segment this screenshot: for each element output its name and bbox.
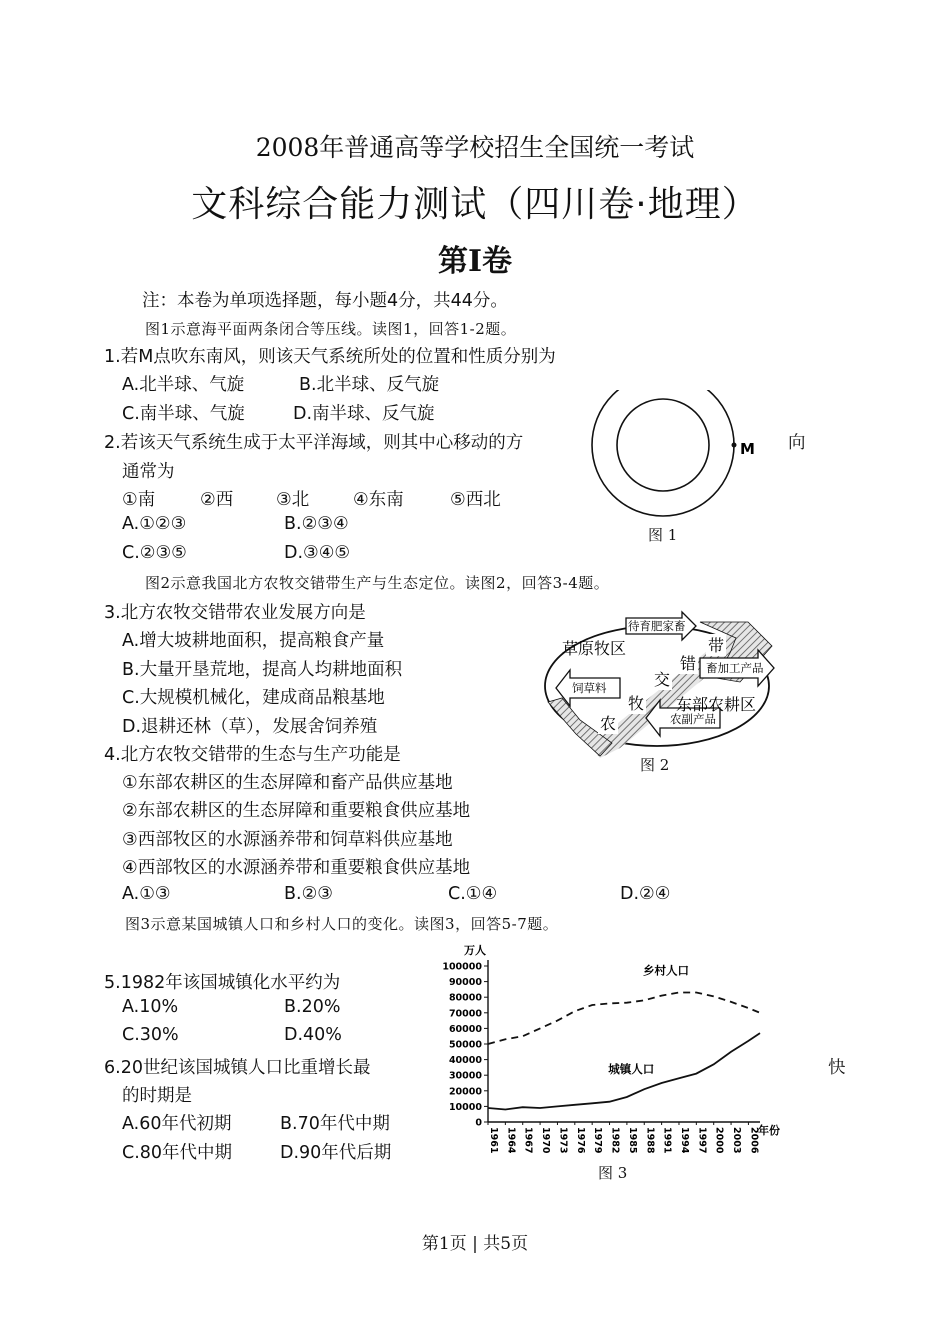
arrow1-label: 待育肥家畜	[628, 619, 686, 633]
q6-option-a[interactable]: A.60年代初期	[122, 1114, 232, 1134]
y-tick-label: 10000	[448, 1101, 482, 1113]
band-char-1: 农	[600, 714, 617, 733]
figure-2-ecotone	[540, 608, 780, 758]
q3-option-b[interactable]: B.大量开垦荒地，提高人均耕地面积	[122, 660, 403, 680]
q1-stem: 1.若M点吹东南风，则该天气系统所处的位置和性质分别为	[104, 347, 556, 367]
x-tick-label: 1994	[678, 1127, 690, 1154]
q2-choice-4: ④东南	[353, 490, 404, 510]
x-tick-label: 1991	[661, 1127, 673, 1154]
east-region-label: 东部农耕区	[676, 695, 757, 714]
y-tick-label: 90000	[448, 977, 482, 989]
inner-isobar	[617, 399, 709, 491]
outer-isobar	[592, 390, 734, 516]
q5-option-d[interactable]: D.40%	[284, 1025, 342, 1045]
q4-item-3: ③西部牧区的水源涵养带和饲草料供应基地	[122, 830, 453, 850]
y-tick-label: 80000	[448, 992, 482, 1004]
y-tick-label: 30000	[448, 1070, 482, 1082]
west-region-label: 草原牧区	[562, 639, 627, 658]
note: 注：本卷为单项选择题，每小题4分，共44分。	[142, 291, 508, 311]
q4-option-a[interactable]: A.①③	[122, 884, 171, 904]
y-tick-label: 40000	[448, 1055, 482, 1067]
x-tick-label: 1973	[557, 1127, 569, 1154]
q5-option-b[interactable]: B.20%	[284, 997, 341, 1017]
q5-option-c[interactable]: C.30%	[122, 1025, 179, 1045]
q2-option-b[interactable]: B.②③④	[284, 514, 349, 534]
x-tick-label: 2000	[713, 1127, 725, 1154]
q3-option-d[interactable]: D.退耕还林（草），发展舍饲养殖	[122, 717, 378, 737]
fig3-caption: 图 3	[598, 1164, 628, 1182]
fig2-intro: 图2示意我国北方农牧交错带生产与生态定位。读图2，回答3-4题。	[145, 574, 610, 592]
q2-stem-line2: 通常为	[122, 462, 175, 482]
q2-stem: 2.若该天气系统生成于太平洋海域，则其中心移动的方	[104, 433, 524, 453]
q4-option-c[interactable]: C.①④	[448, 884, 498, 904]
band-char-5: 带	[708, 636, 725, 655]
q4-item-1: ①东部农耕区的生态屏障和畜产品供应基地	[122, 773, 453, 793]
exam-title: 2008年普通高等学校招生全国统一考试	[255, 133, 695, 162]
q2-option-d[interactable]: D.③④⑤	[284, 543, 351, 563]
q5-stem: 5.1982年该国城镇化水平约为	[104, 973, 341, 993]
figure-1-isobars	[588, 390, 768, 520]
x-tick-label: 1961	[488, 1127, 499, 1154]
x-tick-label: 1967	[522, 1127, 534, 1154]
q2-choice-3: ③北	[276, 490, 310, 510]
fig1-intro: 图1示意海平面两条闭合等压线。读图1，回答1-2题。	[145, 320, 517, 338]
q4-option-b[interactable]: B.②③	[284, 884, 333, 904]
q1-option-d[interactable]: D.南半球、反气旋	[293, 404, 435, 424]
q4-option-d[interactable]: D.②④	[620, 884, 671, 904]
q2-choice-5: ⑤西北	[450, 490, 501, 510]
y-tick-label: 50000	[448, 1039, 482, 1051]
q6-option-c[interactable]: C.80年代中期	[122, 1143, 233, 1163]
q1-option-a[interactable]: A.北半球、气旋	[122, 375, 245, 395]
q6-stem-line2: 的时期是	[122, 1086, 192, 1106]
q6-option-d[interactable]: D.90年代后期	[280, 1143, 392, 1163]
chart-ylabel: 万人	[464, 944, 486, 957]
section-title: 第I卷	[437, 244, 513, 279]
y-tick-label: 20000	[448, 1086, 482, 1098]
x-tick-label: 1964	[505, 1127, 517, 1154]
x-tick-label: 1976	[574, 1127, 586, 1154]
q4-item-4: ④西部牧区的水源涵养带和重要粮食供应基地	[122, 858, 471, 878]
series-label-1: 乡村人口	[642, 963, 689, 978]
paper-title: 文科综合能力测试（四川卷·地理）	[191, 184, 759, 225]
q4-item-2: ②东部农耕区的生态屏障和重要粮食供应基地	[122, 801, 471, 821]
x-tick-label: 1985	[626, 1127, 638, 1154]
q2-option-c[interactable]: C.②③⑤	[122, 543, 187, 563]
y-tick-label: 70000	[448, 1008, 482, 1020]
q3-option-a[interactable]: A.增大坡耕地面积，提高粮食产量	[122, 631, 385, 651]
q5-option-a[interactable]: A.10%	[122, 997, 179, 1017]
q6-option-b[interactable]: B.70年代中期	[280, 1114, 390, 1134]
q2-stem-tail: 向	[788, 433, 806, 453]
arrow2-label: 饲草料	[572, 681, 607, 695]
band-char-4: 错	[680, 654, 697, 673]
x-tick-label: 1982	[609, 1127, 621, 1154]
x-tick-label: 1997	[696, 1127, 708, 1154]
point-m	[732, 443, 737, 448]
band-char-2: 牧	[628, 694, 645, 713]
fig1-caption: 图 1	[648, 526, 678, 544]
q4-stem: 4.北方农牧交错带的生态与生产功能是	[104, 745, 401, 765]
x-tick-label: 1988	[644, 1127, 656, 1154]
x-tick-label: 1970	[540, 1127, 552, 1154]
arrow4-label: 农副产品	[670, 712, 716, 726]
series-line-1	[488, 993, 760, 1045]
q3-stem: 3.北方农牧交错带农业发展方向是	[104, 603, 366, 623]
chart-xlabel: 年份	[758, 1124, 780, 1137]
point-m-label: M	[740, 440, 755, 458]
figure-3-population-chart	[420, 938, 800, 1160]
x-tick-label: 2006	[748, 1127, 760, 1154]
band-char-3: 交	[654, 670, 671, 689]
q6-stem: 6.20世纪该国城镇人口比重增长最	[104, 1058, 371, 1078]
fig2-caption: 图 2	[640, 756, 670, 774]
q3-option-c[interactable]: C.大规模机械化，建成商品粮基地	[122, 688, 385, 708]
q1-option-c[interactable]: C.南半球、气旋	[122, 404, 245, 424]
y-tick-label: 0	[475, 1117, 482, 1129]
q2-option-a[interactable]: A.①②③	[122, 514, 187, 534]
x-tick-label: 2003	[731, 1127, 743, 1154]
y-tick-label: 60000	[448, 1023, 482, 1035]
page-footer: 第1页 | 共5页	[421, 1234, 529, 1254]
arrow3-label: 畜加工产品	[706, 661, 764, 675]
q1-option-b[interactable]: B.北半球、反气旋	[299, 375, 440, 395]
fig3-intro: 图3示意某国城镇人口和乡村人口的变化。读图3，回答5-7题。	[125, 915, 559, 933]
q2-choice-2: ②西	[200, 490, 234, 510]
x-tick-label: 1979	[592, 1127, 604, 1154]
q6-stem-tail: 快	[828, 1058, 846, 1078]
q2-choice-1: ①南	[122, 490, 156, 510]
y-tick-label: 100000	[442, 961, 482, 973]
series-label-2: 城镇人口	[608, 1062, 655, 1077]
